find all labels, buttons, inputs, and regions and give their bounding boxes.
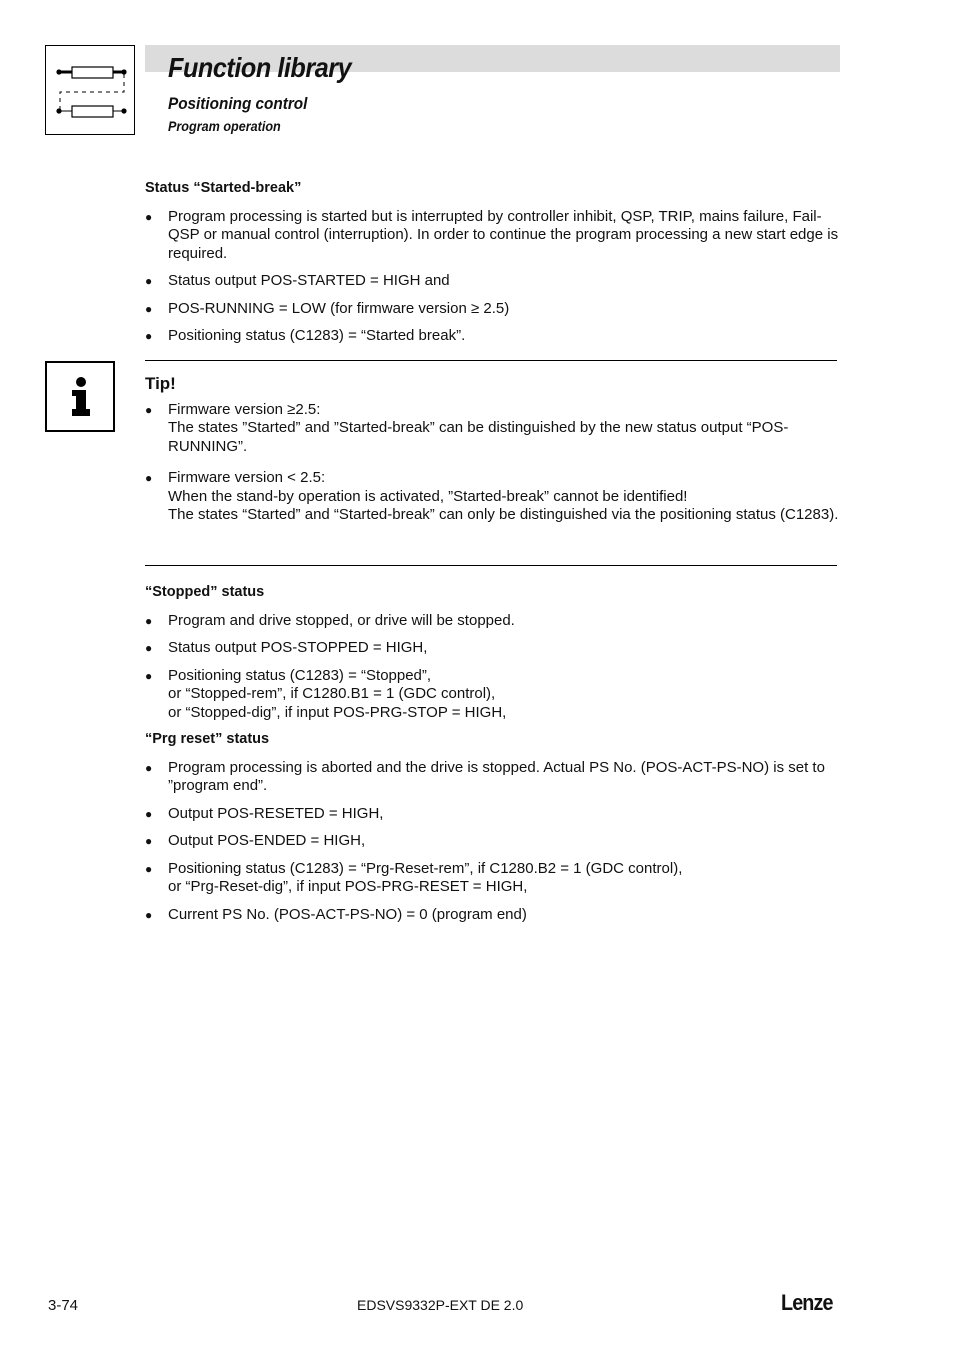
page-subtitle: Positioning control — [168, 94, 308, 113]
divider — [145, 565, 837, 566]
section-started-break — [145, 179, 840, 346]
info-icon-box — [45, 361, 115, 432]
section-prg-reset — [145, 730, 840, 924]
section-heading: Status “Started-break” — [145, 180, 302, 196]
tip-heading: Tip! — [145, 374, 176, 393]
tip-section — [145, 375, 840, 525]
list-item: ● Program processing is aborted and the drive is stopped. Actual PS No. (POS-ACT-PS-NO) is set to ”program end”. — [145, 759, 840, 796]
list-item: ● Output POS-ENDED = HIGH, — [145, 832, 840, 851]
document-id: EDSVS9332P-EXT DE 2.0 — [357, 1297, 524, 1313]
list-item: ● Positioning status (C1283) = “Prg-Reset-rem”, if C1280.B2 = 1 (GDC control), or “Prg-Reset-dig”, if input POS-PRG-RESET = HIGH, — [145, 860, 840, 897]
list-item: ● Current PS No. (POS-ACT-PS-NO) = 0 (program end) — [145, 906, 840, 925]
page-number: 3-74 — [48, 1297, 79, 1314]
tip-item: ● Firmware version ≥2.5: The states ”Started” and ”Started-break” can be distinguished by the new status output “POS-RUNNING”. — [145, 401, 840, 457]
info-icon — [47, 363, 113, 430]
list-item: ● Program processing is started but is interrupted by controller inhibit, QSP, TRIP, mains failure, Fail-QSP or manual control (interruption). In order to continue the program processing a new start edge is required. — [145, 208, 840, 264]
list-item: ● Positioning status (C1283) = “Started break”. — [145, 327, 840, 346]
brand-logo: Lenze — [781, 1290, 833, 1315]
list-item: ● Program and drive stopped, or drive will be stopped. — [145, 612, 840, 631]
circuit-diagram-icon — [46, 46, 134, 134]
function-library-icon — [45, 45, 135, 135]
page-title: Function library — [168, 52, 352, 83]
page-subsubtitle: Program operation — [168, 118, 281, 134]
section-stopped — [145, 583, 840, 722]
section-heading: “Prg reset” status — [145, 731, 270, 747]
list-item: ● POS-RUNNING = LOW (for firmware version ≥ 2.5) — [145, 300, 840, 319]
list-item: ● Output POS-RESETED = HIGH, — [145, 805, 840, 824]
divider — [145, 360, 837, 361]
list-item: ● Status output POS-STOPPED = HIGH, — [145, 639, 840, 658]
list-item: ● Status output POS-STARTED = HIGH and — [145, 272, 840, 291]
section-heading: “Stopped” status — [145, 584, 265, 600]
list-item: ● Positioning status (C1283) = “Stopped”, or “Stopped-rem”, if C1280.B1 = 1 (GDC control), or “Stopped-dig”, if input POS-PRG-STOP = HIGH, — [145, 667, 840, 723]
tip-item: ● Firmware version < 2.5: When the stand-by operation is activated, ”Started-break” cannot be identified! The states “Started” and “Started-break” can only be distinguished via the positioning status (C1283). — [145, 469, 840, 525]
